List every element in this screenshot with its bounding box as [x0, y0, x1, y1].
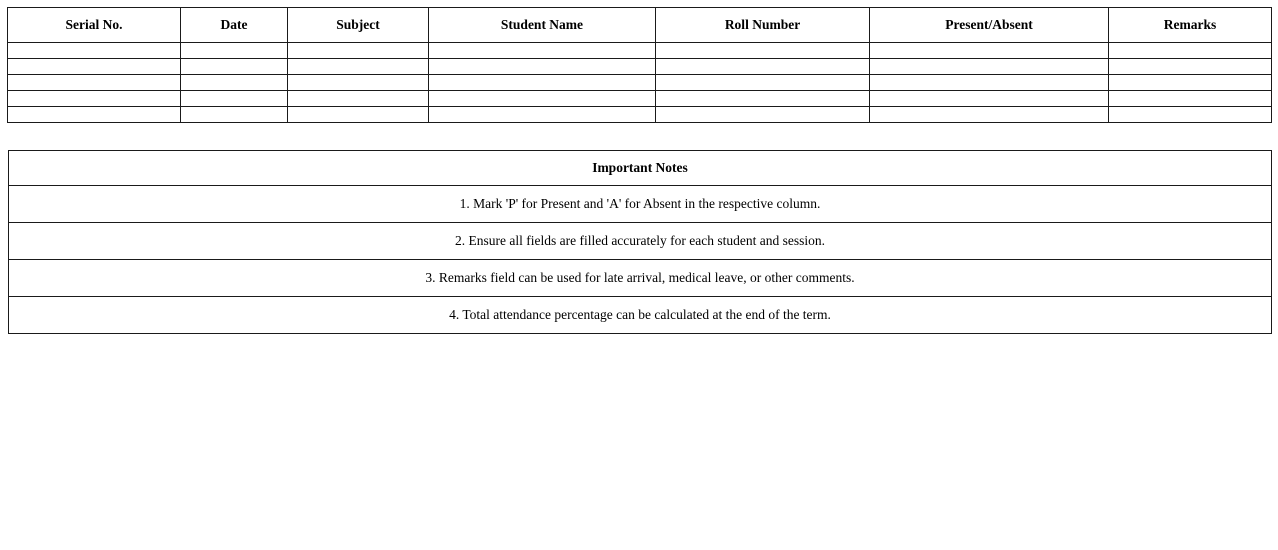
- important-notes-body: [9, 151, 1272, 334]
- cell-date[interactable]: [181, 91, 288, 107]
- table-row[interactable]: [8, 43, 1272, 59]
- notes-item-row: [9, 186, 1272, 223]
- cell-student-name[interactable]: [429, 59, 656, 75]
- cell-roll-number[interactable]: [656, 91, 870, 107]
- cell-subject[interactable]: [288, 59, 429, 75]
- cell-present-absent[interactable]: [870, 75, 1109, 91]
- table-row[interactable]: [8, 59, 1272, 75]
- attendance-register-table: [7, 7, 1272, 123]
- note-item-2: 2. Ensure all fields are filled accurately for each student and session.: [9, 223, 1272, 260]
- column-header-date: Date: [181, 8, 288, 43]
- cell-serial-no[interactable]: [8, 75, 181, 91]
- important-notes-title: Important Notes: [9, 151, 1272, 186]
- table-row[interactable]: [8, 91, 1272, 107]
- cell-remarks[interactable]: [1109, 107, 1272, 123]
- cell-subject[interactable]: [288, 43, 429, 59]
- cell-subject[interactable]: [288, 75, 429, 91]
- table-header-row: [8, 8, 1272, 43]
- cell-remarks[interactable]: [1109, 59, 1272, 75]
- attendance-register-body: [8, 43, 1272, 123]
- cell-present-absent[interactable]: [870, 43, 1109, 59]
- cell-present-absent[interactable]: [870, 59, 1109, 75]
- note-item-4: 4. Total attendance percentage can be calculated at the end of the term.: [9, 297, 1272, 334]
- cell-roll-number[interactable]: [656, 59, 870, 75]
- cell-student-name[interactable]: [429, 107, 656, 123]
- cell-serial-no[interactable]: [8, 59, 181, 75]
- note-item-3: 3. Remarks field can be used for late arrival, medical leave, or other comments.: [9, 260, 1272, 297]
- cell-roll-number[interactable]: [656, 75, 870, 91]
- cell-date[interactable]: [181, 43, 288, 59]
- cell-present-absent[interactable]: [870, 107, 1109, 123]
- table-row[interactable]: [8, 107, 1272, 123]
- cell-date[interactable]: [181, 59, 288, 75]
- cell-roll-number[interactable]: [656, 107, 870, 123]
- cell-serial-no[interactable]: [8, 107, 181, 123]
- attendance-register-head: [8, 8, 1272, 43]
- column-header-student-name: Student Name: [429, 8, 656, 43]
- attendance-register-section: [7, 7, 1271, 123]
- column-header-roll-number: Roll Number: [656, 8, 870, 43]
- table-row[interactable]: [8, 75, 1272, 91]
- notes-item-row: [9, 297, 1272, 334]
- column-header-serial-no: Serial No.: [8, 8, 181, 43]
- important-notes-table: [8, 150, 1272, 334]
- cell-serial-no[interactable]: [8, 43, 181, 59]
- column-header-present-absent: Present/Absent: [870, 8, 1109, 43]
- cell-remarks[interactable]: [1109, 91, 1272, 107]
- notes-item-row: [9, 223, 1272, 260]
- cell-subject[interactable]: [288, 91, 429, 107]
- column-header-subject: Subject: [288, 8, 429, 43]
- cell-remarks[interactable]: [1109, 43, 1272, 59]
- cell-present-absent[interactable]: [870, 91, 1109, 107]
- notes-title-row: [9, 151, 1272, 186]
- cell-date[interactable]: [181, 107, 288, 123]
- note-item-1: 1. Mark 'P' for Present and 'A' for Absent in the respective column.: [9, 186, 1272, 223]
- cell-student-name[interactable]: [429, 91, 656, 107]
- cell-subject[interactable]: [288, 107, 429, 123]
- cell-student-name[interactable]: [429, 43, 656, 59]
- cell-roll-number[interactable]: [656, 43, 870, 59]
- important-notes-section: [8, 150, 1272, 334]
- cell-remarks[interactable]: [1109, 75, 1272, 91]
- column-header-remarks: Remarks: [1109, 8, 1272, 43]
- cell-date[interactable]: [181, 75, 288, 91]
- cell-student-name[interactable]: [429, 75, 656, 91]
- notes-item-row: [9, 260, 1272, 297]
- cell-serial-no[interactable]: [8, 91, 181, 107]
